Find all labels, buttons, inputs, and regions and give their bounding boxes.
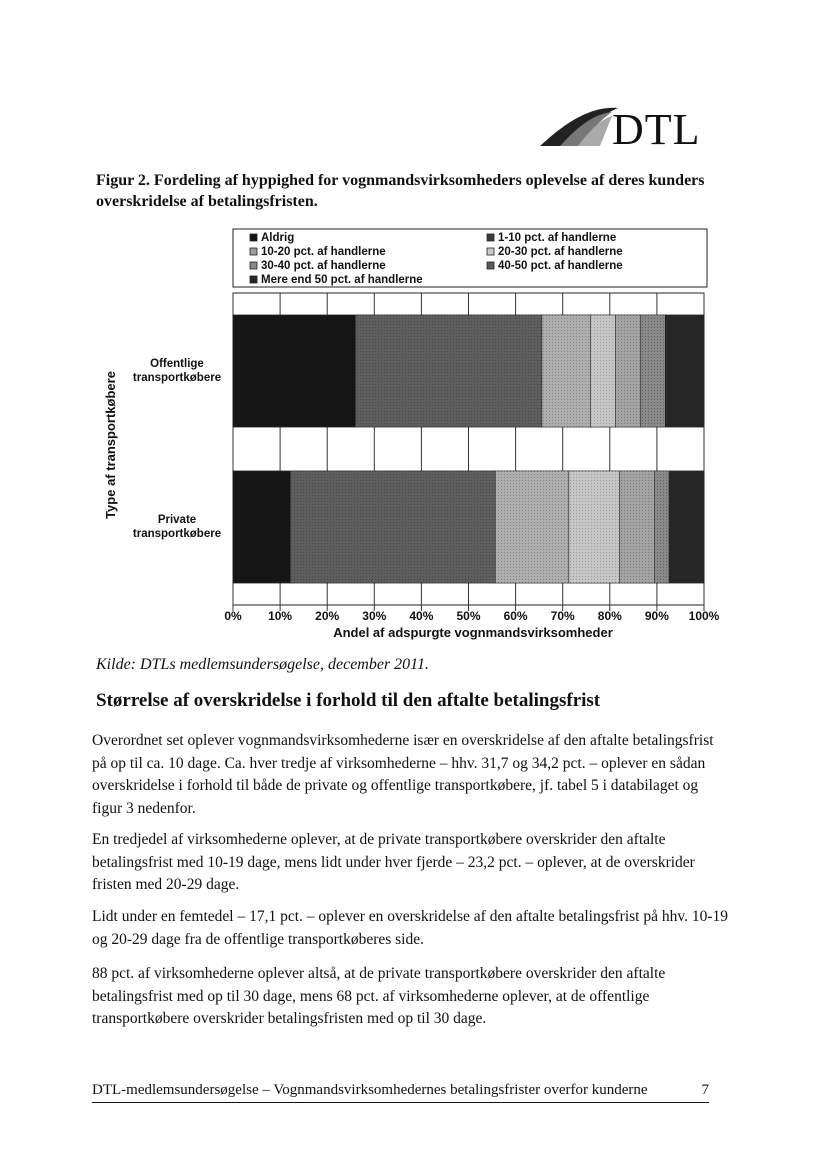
bar-texture: [290, 471, 495, 583]
x-tick-labels: [224, 609, 719, 623]
y-category-label: Private transportkøbere: [132, 514, 222, 540]
page-number: 7: [701, 1082, 709, 1098]
legend-swatch: [250, 248, 257, 255]
y-category-label: Offentlige transportkøbere: [132, 358, 222, 384]
bar-segment: [669, 471, 704, 583]
bar-segment: [233, 471, 290, 583]
bar-segment: [665, 315, 704, 427]
legend-label: Aldrig: [261, 232, 295, 244]
paragraph-3: Lidt under en femtedel – 17,1 pct. – oplever en overskridelse af den aftalte betalingsfrist på hhv. 10-19 og 20-29 dage fra de offentlige transportkøberes side.: [92, 908, 729, 948]
section-heading: Størrelse af overskridelse i forhold til den aftalte betalingsfrist: [96, 690, 601, 711]
footer-text: DTL-medlemsundersøgelse – Vognmandsvirksomhedernes betalingsfrister overfor kunderne: [92, 1082, 648, 1098]
bar-texture: [569, 471, 620, 583]
x-axis-label: Andel af adspurgte vognmandsvirksomheder: [333, 625, 613, 640]
x-tick-label: 0%: [224, 609, 242, 623]
y-axis-label: Type af transportkøbere: [103, 371, 118, 519]
paragraph-1: Overordnet set oplever vognmandsvirksomhederne især en overskridelse af den aftalte betalingsfrist på op til ca. 10 dage. Ca. hver tredje af virksomhederne – hhv. 31,7 og 34,2 pct. – oplever en sådan overskridelse i forhold til både de private og offentlige transportkøbere, jf. tabel 5 i databilaget og figur 3 nedenfor.: [92, 732, 714, 817]
legend-label: 30-40 pct. af handlerne: [261, 260, 386, 272]
y-category-labels: [133, 358, 221, 540]
legend-label: 1-10 pct. af handlerne: [498, 232, 617, 244]
bar-texture: [615, 315, 640, 427]
legend-label: 20-30 pct. af handlerne: [498, 246, 623, 258]
x-tick-label: 100%: [688, 609, 720, 623]
paragraph-4: 88 pct. af virksomhederne oplever altså, at de private transportkøbere overskrider den aftalte betalingsfrist med op til 30 dage, mens 68 pct. af virksomhederne oplever, at de offentlige transportkøbere overskrider betalingsfristen med op til 30 dage.: [92, 965, 666, 1027]
legend-label: 40-50 pct. af handlerne: [498, 260, 623, 272]
x-tick-label: 90%: [644, 609, 669, 623]
x-tick-label: 10%: [268, 609, 293, 623]
logo-text: DTL: [612, 105, 701, 154]
bar-texture: [355, 315, 542, 427]
footer: [92, 1082, 709, 1103]
legend-swatch: [250, 276, 257, 283]
bar-texture: [655, 471, 670, 583]
x-tick-label: 80%: [597, 609, 622, 623]
x-tick-label: 50%: [456, 609, 481, 623]
legend-swatch: [487, 234, 494, 241]
x-tick-label: 60%: [503, 609, 528, 623]
legend-label: 10-20 pct. af handlerne: [261, 246, 386, 258]
x-tick-label: 40%: [409, 609, 434, 623]
legend-swatch: [487, 248, 494, 255]
x-tick-label: 70%: [550, 609, 575, 623]
legend-swatch: [487, 262, 494, 269]
x-tick-label: 20%: [315, 609, 340, 623]
legend-swatch: [250, 262, 257, 269]
figure-title: Figur 2. Fordeling af hyppighed for vognmandsvirksomheders oplevelse af deres kunders overskridelse af betalingsfristen.: [96, 172, 705, 210]
bar-texture: [542, 315, 591, 427]
bar-texture: [590, 315, 615, 427]
source-note: Kilde: DTLs medlemsundersøgelse, december 2011.: [96, 656, 429, 673]
x-tick-label: 30%: [362, 609, 387, 623]
bar-texture: [640, 315, 665, 427]
legend-label: Mere end 50 pct. af handlerne: [261, 274, 423, 286]
bar-texture: [495, 471, 568, 583]
bar-texture: [620, 471, 655, 583]
legend-swatch: [250, 234, 257, 241]
bar-segment: [233, 315, 355, 427]
paragraph-2: En tredjedel af virksomhederne oplever, at de private transportkøbere overskrider den aftalte betalingsfrist med 10-19 dage, mens lidt under hver fjerde – 23,2 pct. – oplever, at de overskrider fristen med 20-29 dage.: [92, 831, 695, 893]
